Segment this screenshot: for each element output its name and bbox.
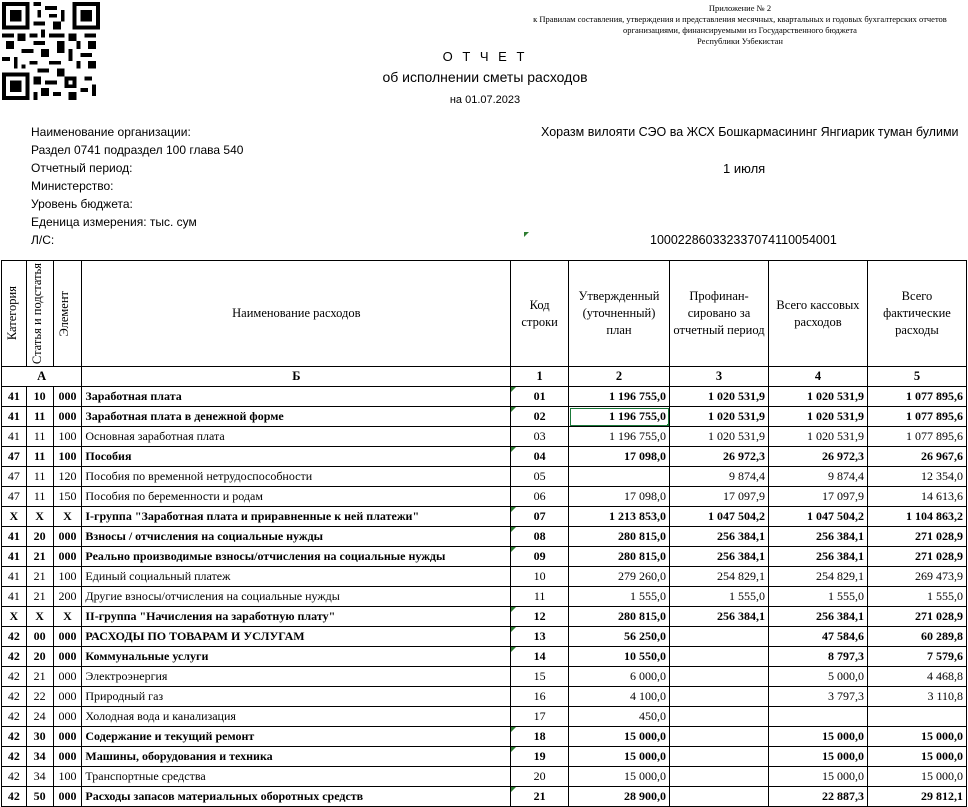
actual-cell[interactable]: 14 613,6 — [867, 487, 966, 507]
article-cell[interactable]: 22 — [26, 687, 53, 707]
plan-cell[interactable]: 15 000,0 — [569, 747, 670, 767]
actual-cell[interactable]: 1 077 895,6 — [867, 407, 966, 427]
element-cell[interactable]: 000 — [53, 407, 82, 427]
cash-cell[interactable]: 256 384,1 — [769, 607, 868, 627]
plan-cell[interactable]: 1 196 755,0 — [569, 407, 670, 427]
actual-cell[interactable]: 26 967,6 — [867, 447, 966, 467]
plan-cell[interactable]: 280 815,0 — [569, 527, 670, 547]
actual-cell[interactable]: 4 468,8 — [867, 667, 966, 687]
category-cell[interactable]: 42 — [2, 627, 27, 647]
row-code-cell[interactable]: 01 — [511, 387, 569, 407]
plan-cell[interactable]: 1 213 853,0 — [569, 507, 670, 527]
account-label: Л/С: — [31, 233, 55, 247]
element-cell[interactable]: 150 — [53, 487, 82, 507]
row-code-cell[interactable]: 06 — [511, 487, 569, 507]
table-row — [2, 527, 967, 547]
expense-name-cell[interactable]: Содержание и текущий ремонт — [82, 727, 511, 747]
row-code-cell[interactable]: 13 — [511, 627, 569, 647]
article-cell[interactable]: 24 — [26, 707, 53, 727]
article-cell[interactable]: 11 — [26, 447, 53, 467]
element-cell[interactable]: 100 — [53, 567, 82, 587]
cash-cell[interactable]: 1 020 531,9 — [769, 427, 868, 447]
actual-cell[interactable]: 3 110,8 — [867, 687, 966, 707]
plan-cell[interactable]: 15 000,0 — [569, 727, 670, 747]
category-cell[interactable]: 41 — [2, 527, 27, 547]
financed-cell[interactable]: 1 020 531,9 — [670, 407, 769, 427]
element-cell[interactable]: X — [53, 607, 82, 627]
row-code-cell[interactable]: 09 — [511, 547, 569, 567]
cell-comment-marker — [511, 627, 516, 632]
category-cell[interactable]: 47 — [2, 487, 27, 507]
cell-comment-marker — [511, 387, 516, 392]
element-cell[interactable]: 120 — [53, 467, 82, 487]
table-row — [2, 667, 967, 687]
category-cell[interactable]: 42 — [2, 767, 27, 787]
appendix-line: к Правилам составления, утверждения и представления месячных, квартальных и годовых бухгалтерских отчетов — [533, 14, 947, 24]
actual-cell[interactable]: 269 473,9 — [867, 567, 966, 587]
cash-cell[interactable]: 1 047 504,2 — [769, 507, 868, 527]
cell-comment-marker — [511, 527, 516, 532]
header-row — [2, 261, 967, 367]
expense-name-cell[interactable]: Единый социальный платеж — [82, 567, 511, 587]
row-code-cell[interactable]: 21 — [511, 787, 569, 807]
section-line: Раздел 0741 подраздел 100 глава 540 — [31, 143, 244, 157]
row-code-cell[interactable]: 02 — [511, 407, 569, 427]
article-cell[interactable]: 11 — [26, 487, 53, 507]
header-cash: Всего кассовых расходов — [769, 261, 868, 367]
article-cell[interactable]: 21 — [26, 587, 53, 607]
financed-cell[interactable]: 1 020 531,9 — [670, 387, 769, 407]
cash-cell[interactable]: 47 584,6 — [769, 627, 868, 647]
article-cell[interactable]: 21 — [26, 667, 53, 687]
letter-4: 4 — [769, 367, 868, 387]
cash-cell[interactable]: 8 797,3 — [769, 647, 868, 667]
element-cell[interactable]: 100 — [53, 447, 82, 467]
table-row — [2, 407, 967, 427]
expense-table — [1, 260, 967, 807]
category-cell[interactable]: 42 — [2, 747, 27, 767]
actual-cell[interactable]: 1 555,0 — [867, 587, 966, 607]
column-letters-row — [2, 367, 967, 387]
expense-name-cell[interactable]: Пособия по временной нетрудоспособности — [82, 467, 511, 487]
cash-cell[interactable] — [769, 707, 868, 727]
actual-cell[interactable]: 1 104 863,2 — [867, 507, 966, 527]
expense-name-cell[interactable]: Заработная плата — [82, 387, 511, 407]
cell-comment-marker — [511, 547, 516, 552]
financed-cell[interactable] — [670, 687, 769, 707]
row-code-cell[interactable]: 18 — [511, 727, 569, 747]
cell-comment-marker — [511, 607, 516, 612]
category-cell[interactable]: 41 — [2, 387, 27, 407]
category-cell[interactable]: 42 — [2, 647, 27, 667]
element-cell[interactable]: 000 — [53, 667, 82, 687]
expense-name-cell[interactable]: II-группа "Начисления на заработную плату" — [82, 607, 511, 627]
unit-label: Еденица измерения: тыс. сум — [31, 215, 197, 229]
expense-name-cell[interactable]: Холодная вода и канализация — [82, 707, 511, 727]
report-date: на 01.07.2023 — [449, 94, 521, 106]
actual-cell[interactable]: 271 028,9 — [867, 547, 966, 567]
cell-comment-marker — [511, 727, 516, 732]
financed-cell[interactable] — [670, 627, 769, 647]
table-row — [2, 607, 967, 627]
expense-name-cell[interactable]: Машины, оборудования и техника — [82, 747, 511, 767]
cash-cell[interactable]: 1 020 531,9 — [769, 407, 868, 427]
plan-cell[interactable]: 28 900,0 — [569, 787, 670, 807]
cash-cell[interactable]: 15 000,0 — [769, 767, 868, 787]
table-row — [2, 427, 967, 447]
category-cell[interactable]: X — [2, 507, 27, 527]
financed-cell[interactable]: 254 829,1 — [670, 567, 769, 587]
table-row — [2, 507, 967, 527]
expense-name-cell[interactable]: Пособия — [82, 447, 511, 467]
cash-cell[interactable]: 17 097,9 — [769, 487, 868, 507]
actual-cell[interactable]: 15 000,0 — [867, 747, 966, 767]
org-value: Хоразм вилояти СЭО ва ЖСХ Бошкармасининг Янгиарик туман булими — [541, 125, 959, 139]
cell-comment-marker — [511, 507, 516, 512]
actual-cell[interactable]: 60 289,8 — [867, 627, 966, 647]
header-category: Категория — [2, 261, 27, 367]
element-cell[interactable]: 100 — [53, 427, 82, 447]
plan-cell[interactable]: 56 250,0 — [569, 627, 670, 647]
plan-cell[interactable]: 6 000,0 — [569, 667, 670, 687]
row-code-cell[interactable]: 16 — [511, 687, 569, 707]
article-cell[interactable]: X — [26, 607, 53, 627]
budget-level-label: Уровень бюджета: — [31, 197, 133, 211]
element-cell[interactable]: 100 — [53, 767, 82, 787]
article-cell[interactable]: 11 — [26, 407, 53, 427]
financed-cell[interactable]: 256 384,1 — [670, 527, 769, 547]
expense-name-cell[interactable]: Пособия по беременности и родам — [82, 487, 511, 507]
article-cell[interactable]: 34 — [26, 747, 53, 767]
table-row — [2, 467, 967, 487]
cash-cell[interactable]: 256 384,1 — [769, 547, 868, 567]
element-cell[interactable]: 000 — [53, 727, 82, 747]
element-cell[interactable]: X — [53, 507, 82, 527]
header-article: Статья и подстатья — [26, 261, 53, 367]
article-cell[interactable]: 20 — [26, 527, 53, 547]
financed-cell[interactable] — [670, 727, 769, 747]
table-row — [2, 787, 967, 807]
table-row — [2, 487, 967, 507]
plan-cell[interactable]: 280 815,0 — [569, 547, 670, 567]
element-cell[interactable]: 000 — [53, 787, 82, 807]
cell-comment-marker — [511, 747, 516, 752]
account-value: 100022860332337074110054001 — [650, 233, 837, 247]
plan-cell[interactable]: 17 098,0 — [569, 487, 670, 507]
cell-comment-marker — [511, 787, 516, 792]
article-cell[interactable]: 21 — [26, 567, 53, 587]
row-code-cell[interactable]: 08 — [511, 527, 569, 547]
row-code-cell[interactable]: 11 — [511, 587, 569, 607]
actual-cell[interactable]: 1 077 895,6 — [867, 387, 966, 407]
table-row — [2, 727, 967, 747]
row-code-cell[interactable]: 20 — [511, 767, 569, 787]
category-cell[interactable]: 42 — [2, 687, 27, 707]
article-cell[interactable]: 20 — [26, 647, 53, 667]
table-row — [2, 687, 967, 707]
letter-3: 3 — [670, 367, 769, 387]
financed-cell[interactable] — [670, 707, 769, 727]
financed-cell[interactable]: 1 047 504,2 — [670, 507, 769, 527]
element-cell[interactable]: 000 — [53, 387, 82, 407]
report-subtitle: об исполнении сметы расходов — [382, 69, 588, 85]
plan-cell[interactable]: 450,0 — [569, 707, 670, 727]
plan-cell[interactable]: 4 100,0 — [569, 687, 670, 707]
cell-comment-marker — [524, 232, 529, 237]
element-cell[interactable]: 000 — [53, 747, 82, 767]
category-cell[interactable]: X — [2, 607, 27, 627]
plan-cell[interactable]: 15 000,0 — [569, 767, 670, 787]
table-row — [2, 627, 967, 647]
expense-name-cell[interactable]: Другие взносы/отчисления на социальные нужды — [82, 587, 511, 607]
category-cell[interactable]: 47 — [2, 467, 27, 487]
category-cell[interactable]: 41 — [2, 587, 27, 607]
letter-1: 1 — [511, 367, 569, 387]
actual-cell[interactable]: 7 579,6 — [867, 647, 966, 667]
financed-cell[interactable]: 1 020 531,9 — [670, 427, 769, 447]
expense-name-cell[interactable]: I-группа "Заработная плата и приравненные к ней платежи" — [82, 507, 511, 527]
letter-5: 5 — [867, 367, 966, 387]
cash-cell[interactable]: 1 020 531,9 — [769, 387, 868, 407]
financed-cell[interactable] — [670, 647, 769, 667]
plan-cell[interactable] — [569, 467, 670, 487]
row-code-cell[interactable]: 10 — [511, 567, 569, 587]
cash-cell[interactable]: 1 555,0 — [769, 587, 868, 607]
plan-cell[interactable]: 280 815,0 — [569, 607, 670, 627]
cash-cell[interactable]: 256 384,1 — [769, 527, 868, 547]
category-cell[interactable]: 41 — [2, 567, 27, 587]
expense-name-cell[interactable]: Заработная плата в денежной форме — [82, 407, 511, 427]
table-row — [2, 647, 967, 667]
plan-cell[interactable]: 1 555,0 — [569, 587, 670, 607]
table-row — [2, 747, 967, 767]
actual-cell[interactable]: 1 077 895,6 — [867, 427, 966, 447]
expense-name-cell[interactable]: Природный газ — [82, 687, 511, 707]
org-label: Наименование организации: — [31, 125, 191, 139]
element-cell[interactable]: 000 — [53, 547, 82, 567]
plan-cell[interactable]: 279 260,0 — [569, 567, 670, 587]
header-name: Наименование расходов — [82, 261, 511, 367]
appendix-line: организациями, финансируемыми из Государственного бюджета — [623, 25, 857, 35]
plan-cell[interactable]: 1 196 755,0 — [569, 427, 670, 447]
actual-cell[interactable]: 12 354,0 — [867, 467, 966, 487]
header-plan: Утвержденный (уточненный) план — [569, 261, 670, 367]
row-code-cell[interactable]: 15 — [511, 667, 569, 687]
category-cell[interactable]: 47 — [2, 447, 27, 467]
table-row — [2, 587, 967, 607]
letter-b: Б — [82, 367, 511, 387]
letter-2: 2 — [569, 367, 670, 387]
letter-a: А — [2, 367, 82, 387]
expense-name-cell[interactable]: Транспортные средства — [82, 767, 511, 787]
expense-name-cell[interactable]: Реально производимые взносы/отчисления на социальные нужды — [82, 547, 511, 567]
element-cell[interactable]: 000 — [53, 647, 82, 667]
element-cell[interactable]: 000 — [53, 687, 82, 707]
period-value: 1 июля — [723, 161, 766, 176]
cash-cell[interactable]: 15 000,0 — [769, 727, 868, 747]
article-cell[interactable]: 30 — [26, 727, 53, 747]
article-cell[interactable]: 10 — [26, 387, 53, 407]
element-cell[interactable]: 000 — [53, 627, 82, 647]
financed-cell[interactable] — [670, 667, 769, 687]
cell-comment-marker — [511, 647, 516, 652]
financed-cell[interactable]: 26 972,3 — [670, 447, 769, 467]
row-code-cell[interactable]: 17 — [511, 707, 569, 727]
article-cell[interactable]: 11 — [26, 427, 53, 447]
cash-cell[interactable]: 26 972,3 — [769, 447, 868, 467]
actual-cell[interactable]: 15 000,0 — [867, 767, 966, 787]
table-row — [2, 387, 967, 407]
cash-cell[interactable]: 5 000,0 — [769, 667, 868, 687]
header-actual: Всего фактические расходы — [867, 261, 966, 367]
row-code-cell[interactable]: 12 — [511, 607, 569, 627]
cash-cell[interactable]: 254 829,1 — [769, 567, 868, 587]
financed-cell[interactable]: 256 384,1 — [670, 607, 769, 627]
appendix-line: Приложение № 2 — [708, 3, 772, 13]
row-code-cell[interactable]: 03 — [511, 427, 569, 447]
article-cell[interactable]: X — [26, 507, 53, 527]
appendix-line: Республики Узбекистан — [697, 36, 783, 46]
header-element: Элемент — [53, 261, 82, 367]
expense-name-cell[interactable]: Основная заработная плата — [82, 427, 511, 447]
category-cell[interactable]: 42 — [2, 787, 27, 807]
row-code-cell[interactable]: 19 — [511, 747, 569, 767]
expense-name-cell[interactable]: РАСХОДЫ ПО ТОВАРАМ И УСЛУГАМ — [82, 627, 511, 647]
article-cell[interactable]: 00 — [26, 627, 53, 647]
element-cell[interactable]: 000 — [53, 527, 82, 547]
report-title: О Т Ч Е Т — [442, 49, 528, 64]
row-code-cell[interactable]: 04 — [511, 447, 569, 467]
article-cell[interactable]: 21 — [26, 547, 53, 567]
table-row — [2, 567, 967, 587]
ministry-label: Министерство: — [31, 179, 114, 193]
financed-cell[interactable]: 256 384,1 — [670, 547, 769, 567]
category-cell[interactable]: 41 — [2, 407, 27, 427]
cash-cell[interactable]: 22 887,3 — [769, 787, 868, 807]
table-row — [2, 707, 967, 727]
header-financed: Профинан-сировано за отчетный период — [670, 261, 769, 367]
category-cell[interactable]: 42 — [2, 667, 27, 687]
actual-cell[interactable] — [867, 707, 966, 727]
expense-name-cell[interactable]: Взносы / отчисления на социальные нужды — [82, 527, 511, 547]
cash-cell[interactable]: 9 874,4 — [769, 467, 868, 487]
period-label: Отчетный период: — [31, 161, 133, 175]
element-cell[interactable]: 200 — [53, 587, 82, 607]
row-code-cell[interactable]: 07 — [511, 507, 569, 527]
expense-name-cell[interactable]: Электроэнергия — [82, 667, 511, 687]
element-cell[interactable]: 000 — [53, 707, 82, 727]
row-code-cell[interactable]: 14 — [511, 647, 569, 667]
category-cell[interactable]: 42 — [2, 707, 27, 727]
header-code: Код строки — [511, 261, 569, 367]
actual-cell[interactable]: 15 000,0 — [867, 727, 966, 747]
financed-cell[interactable]: 17 097,9 — [670, 487, 769, 507]
financed-cell[interactable]: 1 555,0 — [670, 587, 769, 607]
appendix-note — [520, 3, 960, 47]
category-cell[interactable]: 41 — [2, 547, 27, 567]
financed-cell[interactable] — [670, 787, 769, 807]
table-row — [2, 447, 967, 467]
article-cell[interactable]: 11 — [26, 467, 53, 487]
actual-cell[interactable]: 29 812,1 — [867, 787, 966, 807]
plan-cell[interactable]: 17 098,0 — [569, 447, 670, 467]
article-cell[interactable]: 50 — [26, 787, 53, 807]
actual-cell[interactable]: 271 028,9 — [867, 527, 966, 547]
financed-cell[interactable]: 9 874,4 — [670, 467, 769, 487]
category-cell[interactable]: 42 — [2, 727, 27, 747]
plan-cell[interactable]: 1 196 755,0 — [569, 387, 670, 407]
article-cell[interactable]: 34 — [26, 767, 53, 787]
cell-comment-marker — [511, 407, 516, 412]
qr-code — [2, 2, 100, 100]
table-row — [2, 547, 967, 567]
category-cell[interactable]: 41 — [2, 427, 27, 447]
actual-cell[interactable]: 271 028,9 — [867, 607, 966, 627]
expense-name-cell[interactable]: Коммунальные услуги — [82, 647, 511, 667]
row-code-cell[interactable]: 05 — [511, 467, 569, 487]
cell-comment-marker — [511, 447, 516, 452]
plan-cell[interactable]: 10 550,0 — [569, 647, 670, 667]
cash-cell[interactable]: 3 797,3 — [769, 687, 868, 707]
cash-cell[interactable]: 15 000,0 — [769, 747, 868, 767]
expense-name-cell[interactable]: Расходы запасов материальных оборотных средств — [82, 787, 511, 807]
financed-cell[interactable] — [670, 747, 769, 767]
